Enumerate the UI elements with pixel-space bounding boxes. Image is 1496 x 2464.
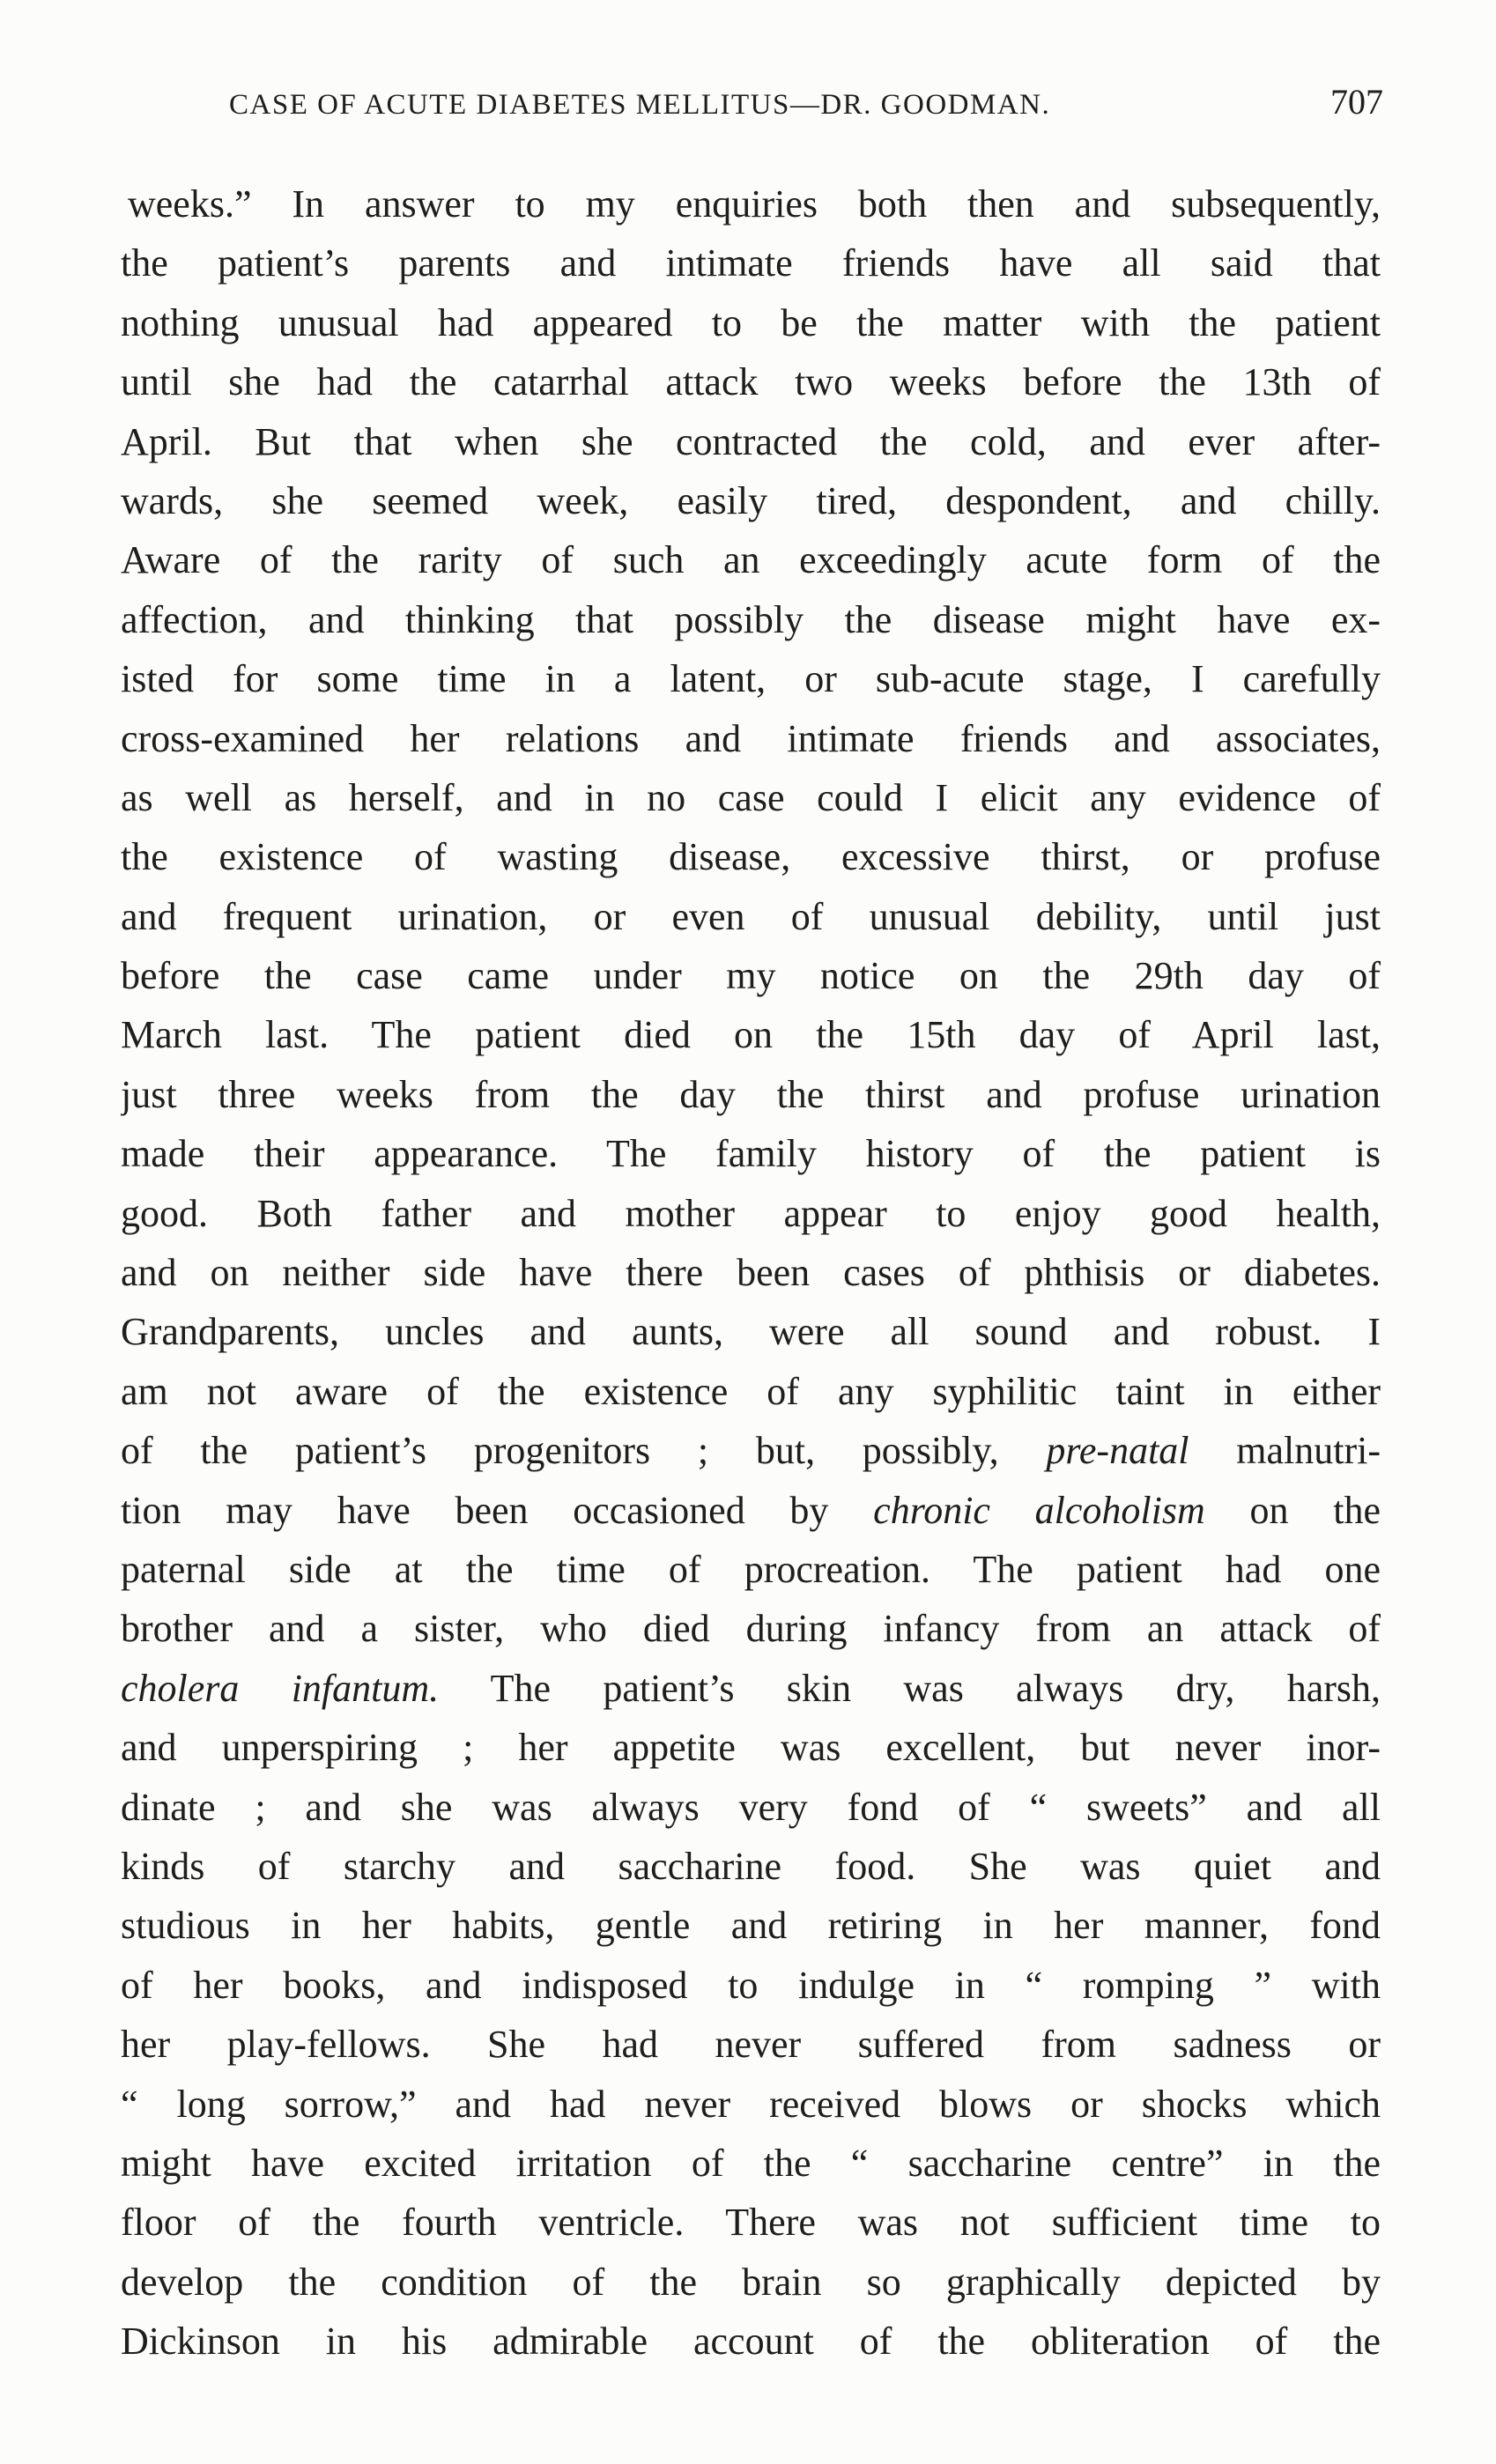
text-line: April. But that when she contracted the cold, and ever after- <box>121 419 1381 463</box>
text-line-mixed <box>121 1421 1381 1480</box>
body-text <box>121 174 1381 2371</box>
text-segment: The patient’s skin was always dry, harsh, <box>490 1666 1381 1710</box>
running-title: CASE OF ACUTE DIABETES MELLITUS—DR. GOODMAN. <box>229 89 1051 121</box>
text-line: isted for some time in a latent, or sub-acute stage, I carefully <box>121 657 1381 701</box>
text-line: floor of the fourth ventricle. There was not sufficient time to <box>121 2201 1381 2245</box>
text-line: her play-fellows. She had never suffered from sadness or <box>121 2023 1381 2067</box>
text-line-mixed <box>121 1481 1381 1540</box>
text-line: might have excited irritation of the “ saccharine centre” in the <box>121 2141 1381 2185</box>
text-line: Grandparents, uncles and aunts, were all sound and robust. I <box>121 1310 1381 1354</box>
italic-term: chronic alcoholism <box>873 1488 1205 1532</box>
text-line-mixed <box>121 1659 1381 1718</box>
italic-term: pre-natal <box>1046 1429 1189 1473</box>
text-line: nothing unusual had appeared to be the matter with the patient <box>121 300 1381 344</box>
text-line: am not aware of the existence of any syphilitic taint in either <box>121 1369 1381 1413</box>
running-head <box>229 81 1383 134</box>
text-line: affection, and thinking that possibly the disease might have ex- <box>121 597 1381 641</box>
text-line: kinds of starchy and saccharine food. She was quiet and <box>121 1844 1381 1888</box>
page-number: 707 <box>1330 82 1383 122</box>
text-line: dinate ; and she was always very fond of “ sweets” and all <box>121 1785 1381 1829</box>
text-line: brother and a sister, who died during infancy from an attack of <box>121 1607 1381 1651</box>
text-segment: tion may have been occasioned by <box>121 1488 829 1532</box>
text-line: wards, she seemed week, easily tired, despondent, and chilly. <box>121 478 1381 522</box>
text-line: and frequent urination, or even of unusual debility, until just <box>121 894 1381 938</box>
text-line: just three weeks from the day the thirst and profuse urination <box>121 1072 1381 1116</box>
text-line: and unperspiring ; her appetite was excellent, but never inor- <box>121 1726 1381 1770</box>
text-segment: of the patient’s progenitors ; but, possibly, <box>121 1429 999 1473</box>
text-line: Aware of the rarity of such an exceedingly acute form of the <box>121 538 1381 582</box>
text-line: the patient’s parents and intimate friends have all said that <box>121 241 1381 285</box>
text-segment: on the <box>1249 1488 1381 1532</box>
text-line: until she had the catarrhal attack two weeks before the 13th of <box>121 360 1381 404</box>
text-line: develop the condition of the brain so graphically depicted by <box>121 2260 1381 2304</box>
text-line: as well as herself, and in no case could I elicit any evidence of <box>121 775 1381 819</box>
text-line: weeks.” In answer to my enquiries both then and subsequently, <box>128 182 1381 226</box>
text-line: good. Both father and mother appear to enjoy good health, <box>121 1191 1381 1235</box>
text-line: of her books, and indisposed to indulge in “ romping ” with <box>121 1963 1381 2007</box>
text-line: the existence of wasting disease, excessive thirst, or profuse <box>121 835 1381 879</box>
text-line: made their appearance. The family history of the patient is <box>121 1132 1381 1176</box>
text-line: cross-examined her relations and intimate friends and associates, <box>121 716 1381 760</box>
italic-term: cholera infantum. <box>121 1666 440 1710</box>
text-line: March last. The patient died on the 15th day of April last, <box>121 1013 1381 1057</box>
text-line: studious in her habits, gentle and retiring in her manner, fond <box>121 1904 1381 1948</box>
text-segment: malnutri- <box>1236 1429 1381 1473</box>
text-line: “ long sorrow,” and had never received blows or shocks which <box>121 2082 1381 2126</box>
text-line: before the case came under my notice on the 29th day of <box>121 954 1381 998</box>
text-line: and on neither side have there been cases of phthisis or diabetes. <box>121 1251 1381 1295</box>
text-line: paternal side at the time of procreation. The patient had one <box>121 1547 1381 1591</box>
text-line: Dickinson in his admirable account of the obliteration of the <box>121 2320 1381 2364</box>
